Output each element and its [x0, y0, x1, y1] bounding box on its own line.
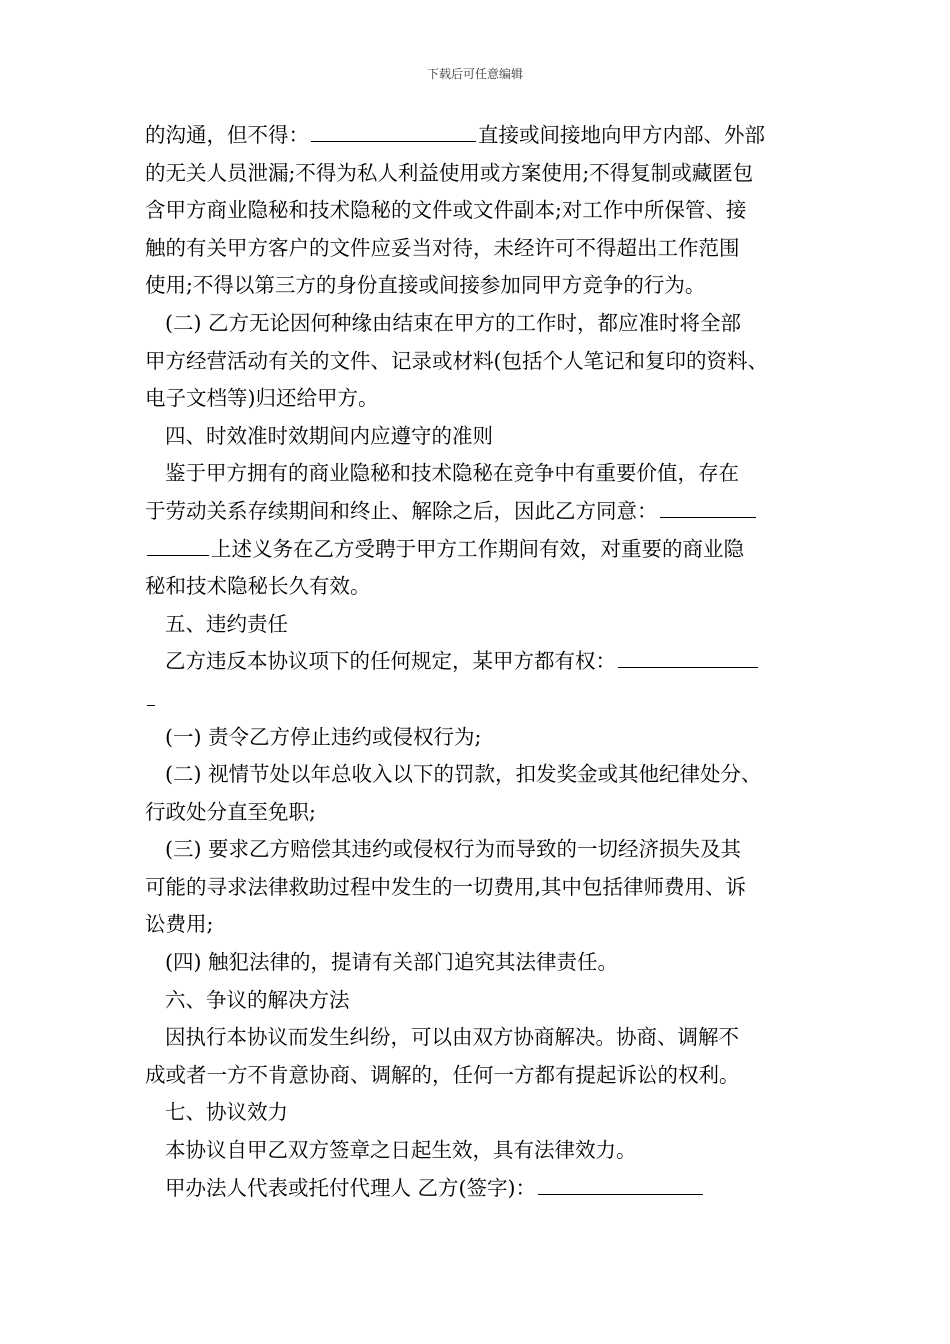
paragraph-line: 使用;不得以第三方的身份直接或间接参加同甲方竞争的行为。	[145, 273, 706, 298]
fill-in-blank[interactable]	[618, 645, 758, 668]
fill-in-blank[interactable]	[311, 119, 476, 142]
text-segment: 的沟通，但不得：	[145, 123, 309, 147]
fill-in-blank[interactable]	[147, 533, 209, 556]
paragraph-line: 秘和技术隐秘长久有效。	[145, 574, 371, 599]
section-heading: 七、协议效力	[165, 1100, 288, 1125]
text-segment: 于劳动关系存续期间和终止、解除之后，因此乙方同意：	[145, 498, 658, 523]
paragraph-line	[145, 643, 830, 681]
clause-item: (二) 乙方无论因何种缘由结束在甲方的工作时，都应准时将全部	[165, 310, 742, 335]
fill-in-blank[interactable]	[147, 683, 155, 706]
paragraph-line: 的无关人员泄漏;不得为私人利益使用或方案使用;不得复制或藏匿包	[145, 160, 754, 185]
clause-item: (三) 要求乙方赔偿其违约或侵权行为而导致的一切经济损失及其	[165, 837, 742, 862]
text-segment: 乙方违反本协议项下的任何规定，某甲方都有权：	[165, 649, 616, 674]
paragraph-line: 含甲方商业隐秘和技术隐秘的文件或文件副本;对工作中所保管、接	[145, 198, 747, 223]
paragraph-line: 触的有关甲方客户的文件应妥当对待，未经许可不得超出工作范围	[145, 235, 740, 260]
section-heading: 五、违约责任	[165, 611, 288, 636]
paragraph-line: 讼费用;	[145, 912, 214, 937]
paragraph-line: 本协议自甲乙双方签章之日起生效，具有法律效力。	[165, 1138, 637, 1163]
section-heading: 四、时效准时效期间内应遵守的准则	[165, 423, 493, 448]
paragraph-line: 可能的寻求法律救助过程中发生的一切费用,其中包括律师费用、诉	[145, 874, 747, 899]
clause-item: (四) 触犯法律的，提请有关部门追究其法律责任。	[165, 950, 619, 975]
paragraph-line: 成或者一方不肯意协商、调解的，任何一方都有提起诉讼的权利。	[145, 1062, 740, 1087]
clause-item: (一) 责令乙方停止违约或侵权行为;	[165, 724, 482, 749]
document-body	[145, 117, 830, 1207]
paragraph-line	[145, 531, 830, 569]
signature-line	[145, 1170, 830, 1208]
text-segment: 上述义务在乙方受聘于甲方工作期间有效，对重要的商业隐	[211, 536, 744, 561]
paragraph-line	[145, 117, 830, 155]
section-heading: 六、争议的解决方法	[165, 987, 350, 1012]
paragraph-line: 甲方经营活动有关的文件、记录或材料(包括个人笔记和复印的资料、	[145, 348, 768, 373]
fill-in-blank[interactable]	[660, 495, 756, 518]
paragraph-line	[145, 681, 830, 719]
text-segment: 甲办法人代表或托付代理人 乙方(签字)：	[165, 1175, 537, 1200]
paragraph-line	[145, 493, 830, 531]
clause-item: (二) 视情节处以年总收入以下的罚款，扣发奖金或其他纪律处分、	[165, 762, 762, 787]
paragraph-line: 鉴于甲方拥有的商业隐秘和技术隐秘在竞争中有重要价值，存在	[165, 461, 739, 486]
paragraph-line: 因执行本协议而发生纠纷，可以由双方协商解决。协商、调解不	[165, 1025, 739, 1050]
signature-blank[interactable]	[538, 1172, 703, 1195]
page-header-note: 下载后可任意编辑	[426, 67, 523, 81]
text-segment: 直接或间接地向甲方内部、外部	[478, 123, 765, 147]
paragraph-line: 电子文档等)归还给甲方。	[145, 386, 379, 411]
paragraph-line: 行政处分直至免职;	[145, 799, 316, 824]
